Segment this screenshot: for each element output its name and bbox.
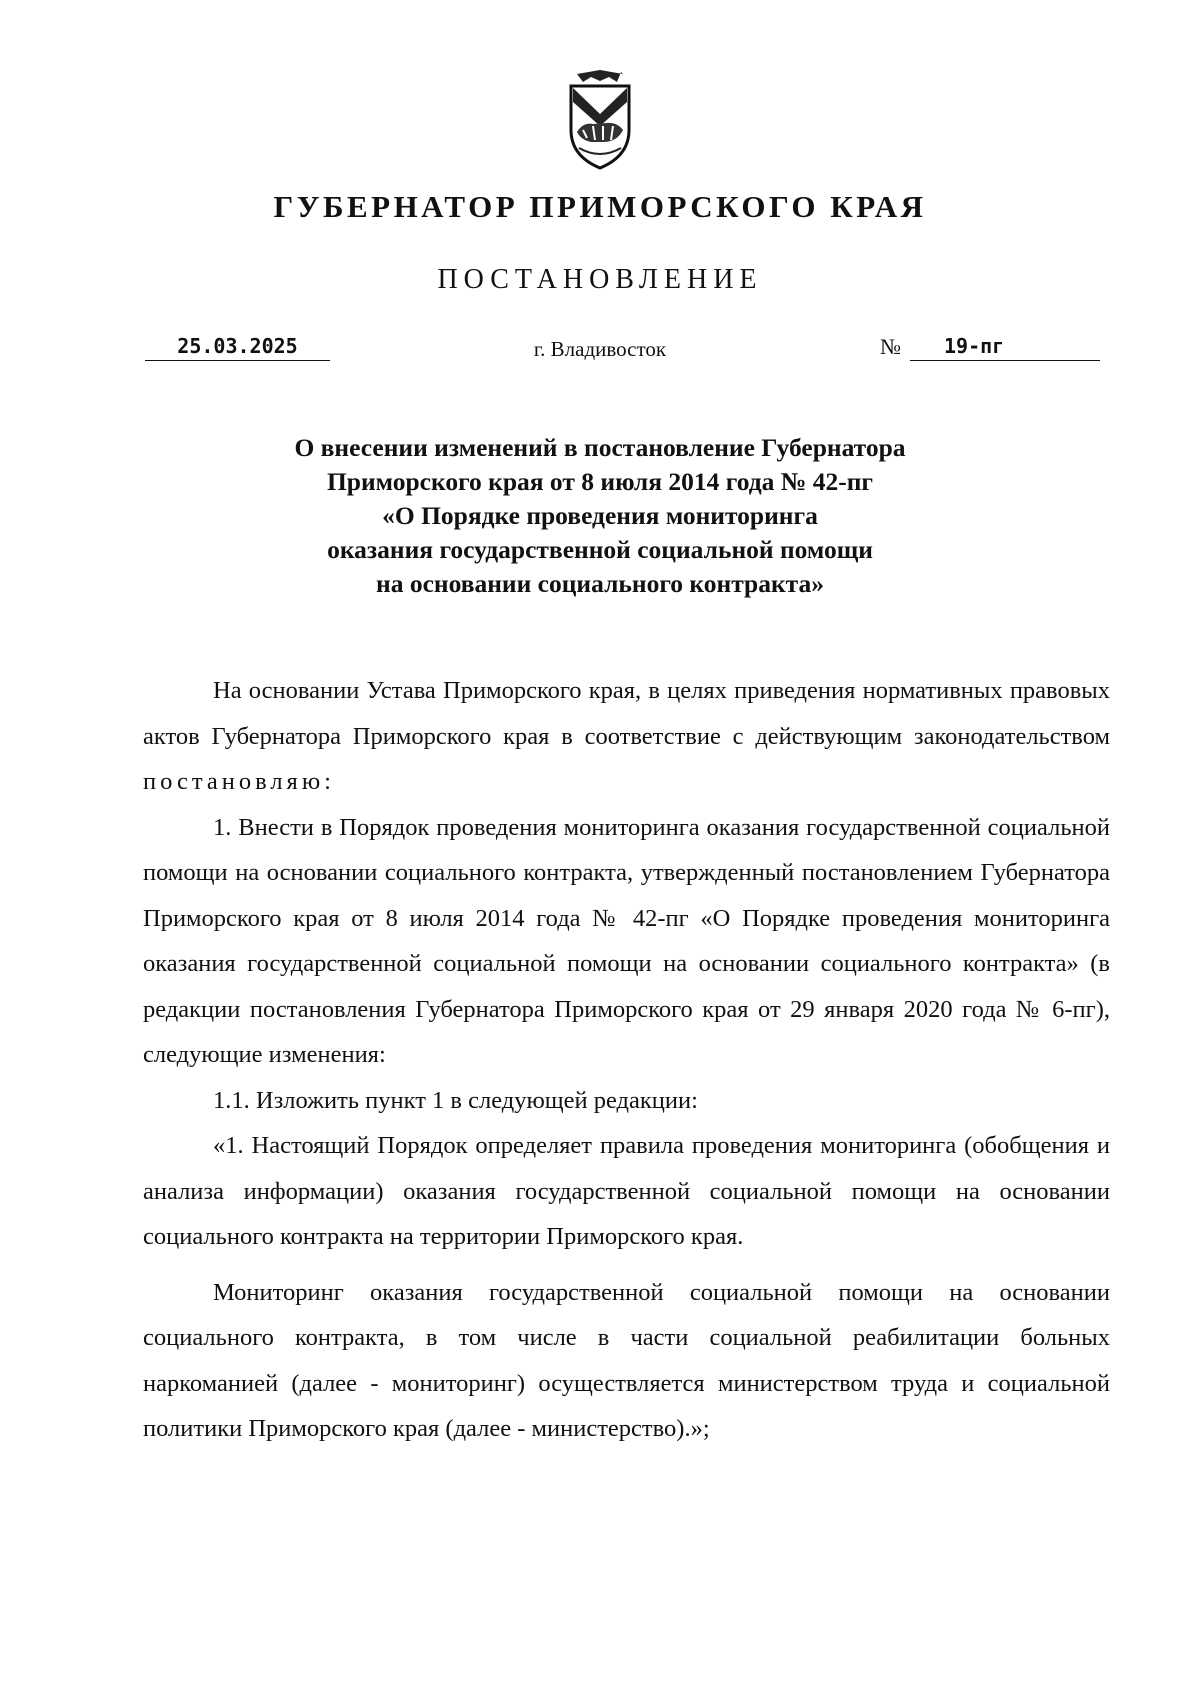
intro-text: На основании Устава Приморского края, в целях приведения нормативных правовых актов Губернатора Приморского края в соответствие с действующим законодательством <box>143 677 1110 750</box>
document-title <box>200 431 1000 601</box>
title-line: Приморского края от 8 июля 2014 года № 42-пг <box>326 467 874 496</box>
paragraph-1-1: 1.1. Изложить пункт 1 в следующей редакции: <box>213 1086 698 1114</box>
title-line: оказания государственной социальной помощи <box>327 535 873 564</box>
document-number: 19-пг <box>910 334 1100 361</box>
title-line: О внесении изменений в постановление Губернатора <box>294 433 906 462</box>
organization-heading: ГУБЕРНАТОР ПРИМОРСКОГО КРАЯ <box>273 189 927 224</box>
paragraph-quote-1: «1. Настоящий Порядок определяет правила проведения мониторинга (обобщения и анализа информации) оказания государственной социальной помощи на основании социального контракта на территории Приморского края. <box>143 1132 1110 1250</box>
document-city: г. Владивосток <box>533 337 667 361</box>
paragraph-gap <box>143 1260 1110 1270</box>
coat-of-arms-icon <box>563 68 637 172</box>
paragraph-1: 1. Внести в Порядок проведения мониторинга оказания государственной социальной помощи на основании социального контракта, утвержденный постановлением Губернатора Приморского края от 8 июля 2014 года № 42-пг «О Порядке проведения мониторинга оказания государственной социальной помощи на основании социального контракта» (в редакции постановления Губернатора Приморского края от 29 января 2020 года № 6-пг), следующие изменения: <box>143 813 1110 1068</box>
paragraph-monitoring: Мониторинг оказания государственной социальной помощи на основании социального контракта, в том числе в части социальной реабилитации больных наркоманией (далее - мониторинг) осуществляется министерством труда и социальной политики Приморского края (далее - министерство).»; <box>143 1278 1110 1442</box>
title-line: на основании социального контракта» <box>376 569 824 598</box>
intro-paragraph <box>143 668 1110 805</box>
document-type-heading: ПОСТАНОВЛЕНИЕ <box>437 264 763 295</box>
decree-word: постановляю: <box>143 768 335 795</box>
document-date: 25.03.2025 <box>145 334 330 361</box>
document-body <box>143 668 1110 1452</box>
title-line: «О Порядке проведения мониторинга <box>382 501 818 530</box>
number-sign: № <box>880 334 901 359</box>
